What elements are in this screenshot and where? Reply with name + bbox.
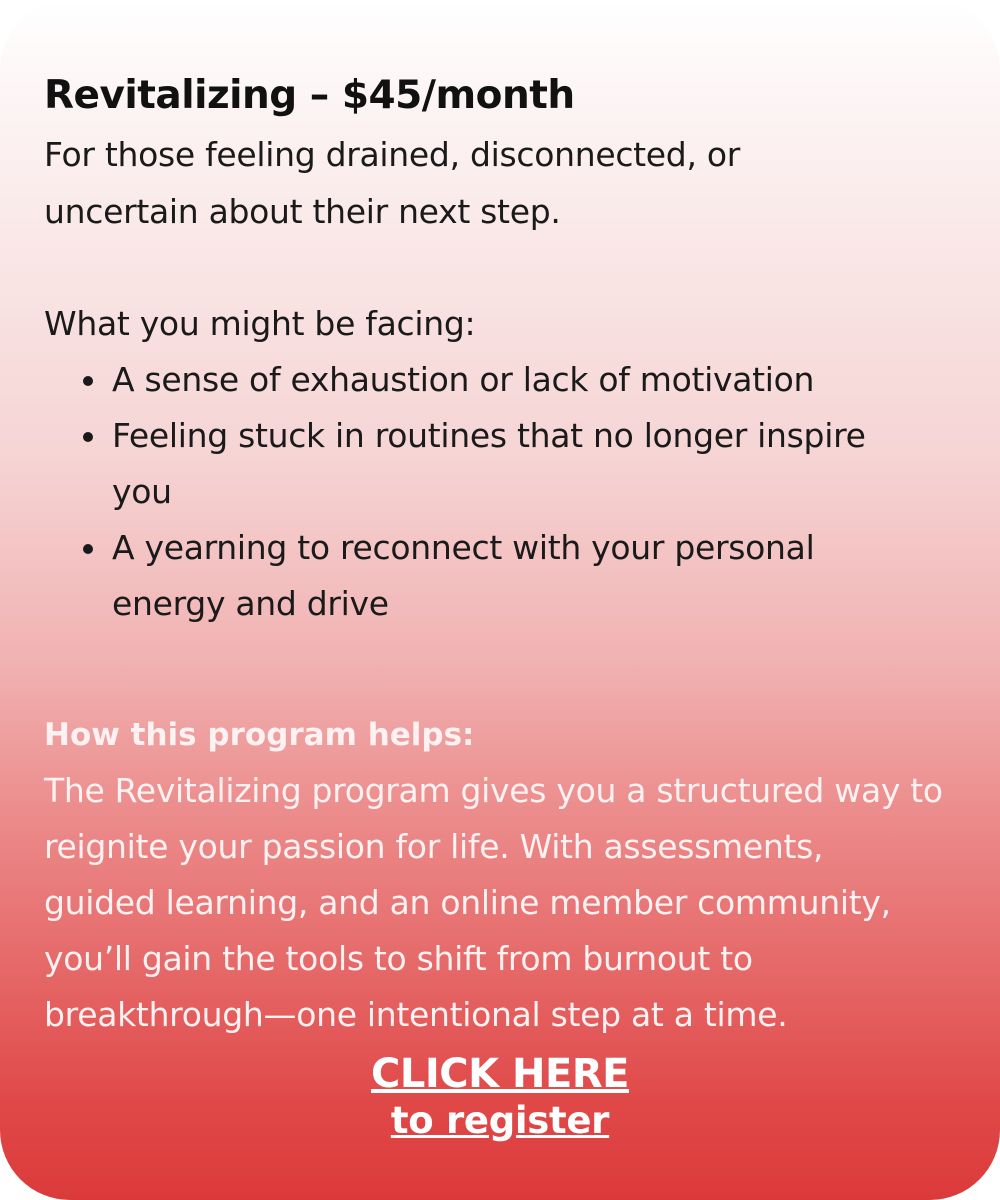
bullet-icon bbox=[83, 544, 93, 554]
program-subtitle: For those feeling drained, disconnected, or uncertain about their next step. bbox=[44, 135, 740, 231]
list-item-text: A yearning to reconnect with your personal energy and drive bbox=[112, 528, 815, 623]
program-title: Revitalizing – $45/month bbox=[44, 73, 575, 118]
list-item-text: Feeling stuck in routines that no longer inspire you bbox=[112, 416, 866, 511]
helps-heading: How this program helps: bbox=[44, 717, 475, 753]
list-item-text: A sense of exhaustion or lack of motivation bbox=[112, 360, 815, 399]
facing-list bbox=[44, 352, 954, 632]
card-content bbox=[44, 66, 954, 1043]
list-item bbox=[112, 352, 922, 408]
bullet-icon bbox=[83, 432, 93, 442]
list-item bbox=[112, 408, 922, 520]
facing-heading: What you might be facing: bbox=[44, 304, 476, 343]
bullet-icon bbox=[83, 376, 93, 386]
cta-to-register[interactable]: to register bbox=[390, 1099, 610, 1142]
helps-body: The Revitalizing program gives you a structured way to reignite your passion for life. With assessments, guided learning, and an online member community, you’ll gain the tools to shift from burnout to breakthrough—one intentional step at a time. bbox=[44, 771, 943, 1034]
list-item bbox=[112, 520, 922, 632]
cta-click-here[interactable]: CLICK HERE bbox=[371, 1051, 629, 1097]
register-link[interactable] bbox=[0, 1050, 1000, 1144]
